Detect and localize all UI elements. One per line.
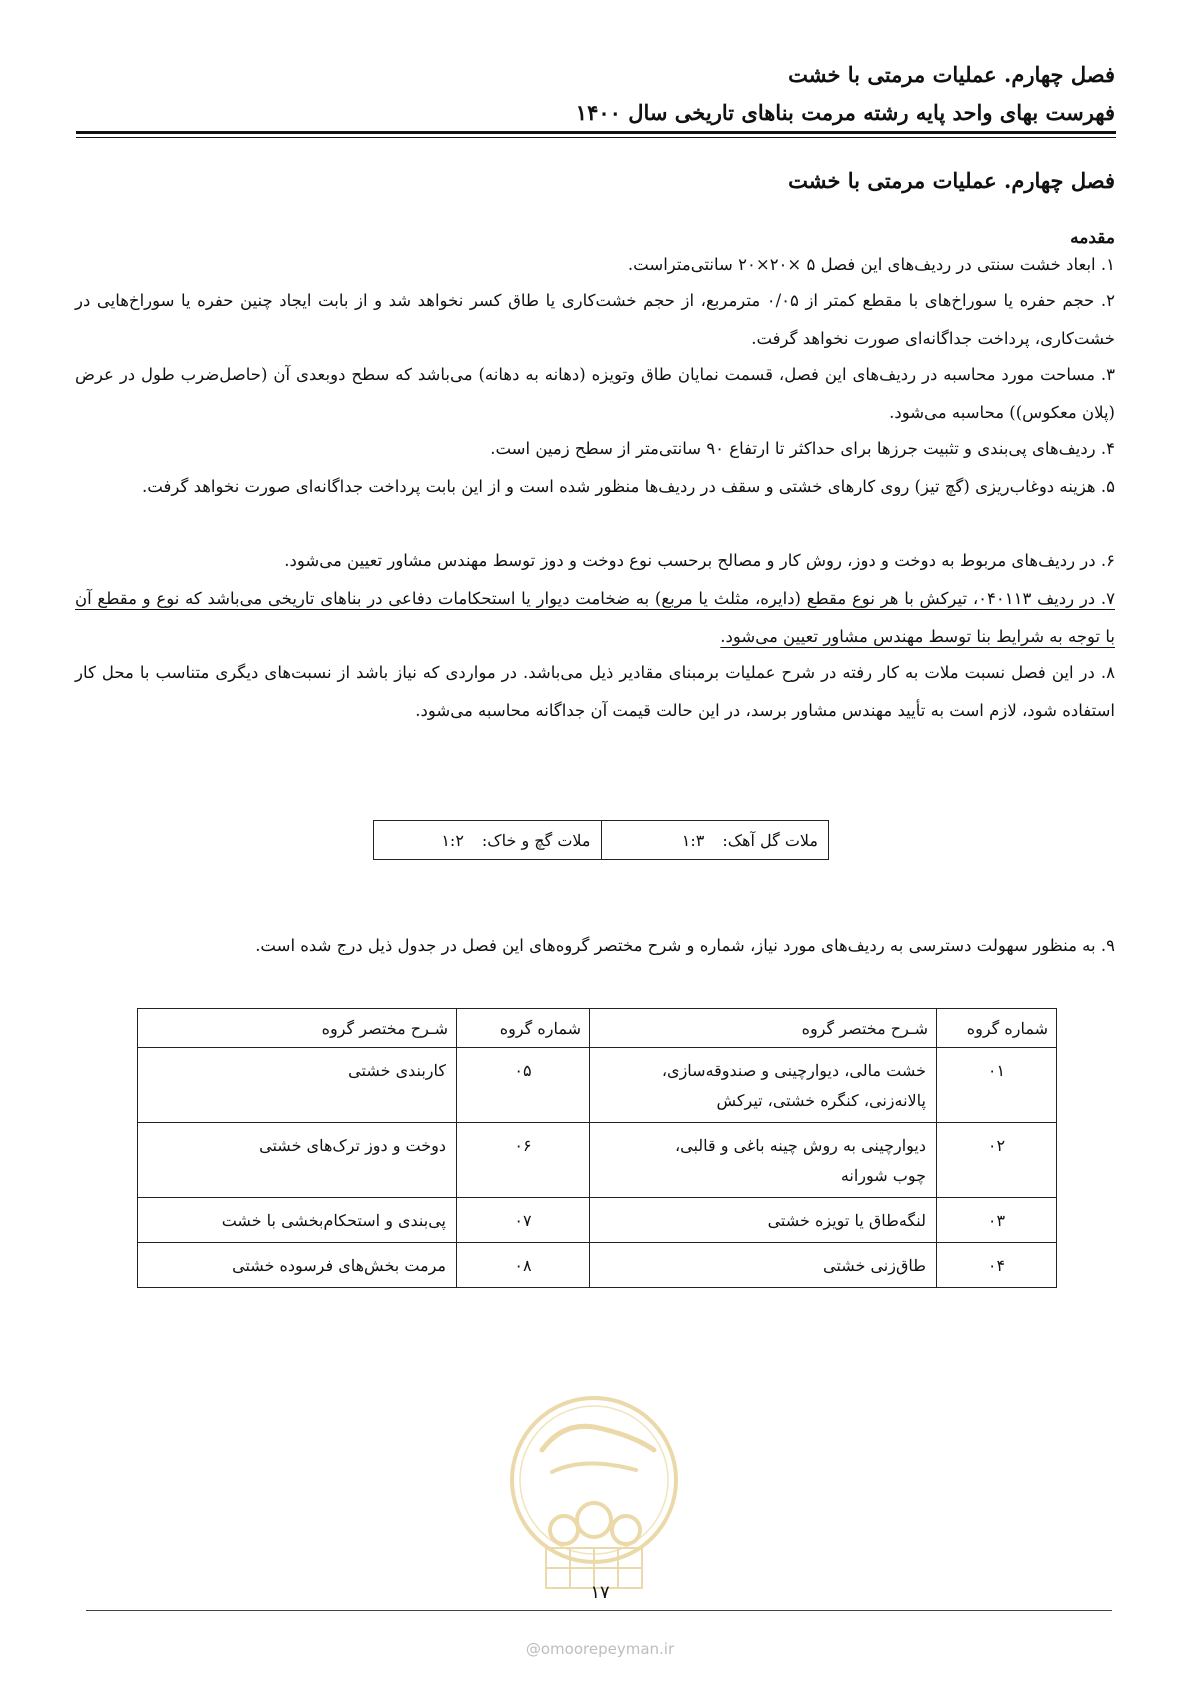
header-group-number-2: شماره گروه [457,1009,590,1048]
group-number: ۰۷ [457,1198,590,1243]
group-description: مرمت بخش‌های فرسوده خشتی [138,1243,457,1288]
footer-rule [86,1610,1112,1611]
group-description: پی‌بندی و استحکام‌بخشی با خشت [138,1198,457,1243]
group-number: ۰۴ [937,1243,1057,1288]
group-number: ۰۶ [457,1123,590,1198]
header-group-number: شماره گروه [937,1009,1057,1048]
group-description: طاق‌زنی خشتی [590,1243,937,1288]
group-description-line: پالانه‌زنی، کنگره خشتی، تیرکش [716,1091,926,1110]
paragraph-4: ۴. ردیف‌های پی‌بندی و تثبیت جرزها برای حداکثر تا ارتفاع ۹۰ سانتی‌متر از سطح زمین است. [490,439,1115,458]
header-group-description: شـرح مختصر گروه [590,1009,937,1048]
page-number: ۱۷ [590,1582,610,1603]
group-description [590,1048,937,1123]
group-description-line: دیوارچینی به روش چینه باغی و قالبی، [674,1136,926,1155]
paragraph-1: ۱. ابعاد خشت سنتی در ردیف‌های این فصل ۵ ×۲۰×۲۰ سانتی‌متراست. [627,255,1115,274]
group-description: لنگه‌طاق یا تویزه خشتی [590,1198,937,1243]
group-number: ۰۳ [937,1198,1057,1243]
group-number: ۰۵ [457,1048,590,1123]
table-row [138,1048,1057,1123]
lime-mortar-ratio: ۱:۳ [681,830,705,850]
group-number: ۰۱ [937,1048,1057,1123]
running-header-chapter: فصل چهارم. عملیات مرمتی با خشت [788,62,1115,87]
table-row [138,1123,1057,1198]
group-description-line: خشت مالی، دیوارچینی و صندوقه‌سازی، [661,1061,926,1080]
header-group-description-2: شـرح مختصر گروه [138,1009,457,1048]
running-header-title: فهرست بهای واحد پایه رشته مرمت بناهای تاریخی سال ۱۴۰۰ [575,100,1115,125]
website-watermark: @omoorepeyman.ir [525,1640,675,1658]
paragraph-7: ۷. در ردیف ۰۴۰۱۱۳، تیرکش با هر نوع مقطع (دایره، مثلث یا مربع) به ضخامت دیوار یا استحکامات دفاعی در بناهای تاریخی می‌باشد که نوع و مقطع آن با توجه به شرایط بنا توسط مهندس مشاور تعیین می‌شود. [75,589,1115,646]
paragraph-2: ۲. حجم حفره یا سوراخ‌های با مقطع کمتر از ۰/۰۵ مترمربع، از حجم خشت‌کاری یا طاق کسر نخواهد شد و از بابت ایجاد چنین حفره یا سوراخ‌هایی در خشت‌کاری، پرداخت جداگانه‌ای صورت نخواهد گرفت. [75,291,1115,348]
gypsum-mortar-cell [374,821,602,860]
groups-header-row [138,1009,1057,1048]
mortar-row [374,821,829,860]
group-description: دوخت و دوز ترک‌های خشتی [138,1123,457,1198]
group-description: کاربندی خشتی [138,1048,457,1123]
paragraph-8: ۸. در این فصل نسبت ملات به کار رفته در شرح عملیات برمبنای مقادیر ذیل می‌باشد. در مواردی که نیاز باشد از نسبت‌های دیگری متناسب با محل کار استفاده شود، لازم است به تأیید مهندس مشاور برسد، در این حالت قیمت آن جداگانه محاسبه می‌شود. [75,663,1115,720]
mortar-ratio-table [373,820,829,860]
table-row [138,1243,1057,1288]
lime-mortar-cell [601,821,829,860]
gypsum-mortar-ratio: ۱:۲ [441,830,464,850]
group-number: ۰۸ [457,1243,590,1288]
gypsum-mortar-label: ملات گچ و خاک: [481,830,591,850]
paragraph-5: ۵. هزینه دوغاب‌ریزی (گچ تیز) روی کارهای خشتی و سقف در ردیف‌ها منظور شده است و از این بابت پرداخت جداگانه‌ای صورت نخواهد گرفت. [142,477,1115,496]
lime-mortar-label: ملات گل آهک: [722,830,818,850]
header-rule-thick [76,131,1116,134]
table-row [138,1198,1057,1243]
chapter-title: فصل چهارم. عملیات مرمتی با خشت [788,168,1115,193]
group-number: ۰۲ [937,1123,1057,1198]
group-description-line: چوب شورانه [840,1166,926,1185]
paragraph-3: ۳. مساحت مورد محاسبه در ردیف‌های این فصل، قسمت نمایان طاق وتویزه (دهانه به دهانه) می‌باشد که سطح دوبعدی آن (حاصل‌ضرب طول در عرض (پلان معکوس)) محاسبه می‌شود. [75,365,1115,422]
paragraph-6: ۶. در ردیف‌های مربوط به دوخت و دوز، روش کار و مصالح برحسب نوع دوخت و دوز توسط مهندس مشاور تعیین می‌شود. [284,551,1115,570]
group-description [590,1123,937,1198]
paragraph-9: ۹. به منظور سهولت دسترسی به ردیف‌های مورد نیاز، شماره و شرح مختصر گروه‌های این فصل در جدول ذیل درج شده است. [255,936,1115,955]
intro-heading: مقدمه [1070,228,1115,248]
groups-table [137,1008,1057,1288]
header-rule-thin [76,137,1116,138]
